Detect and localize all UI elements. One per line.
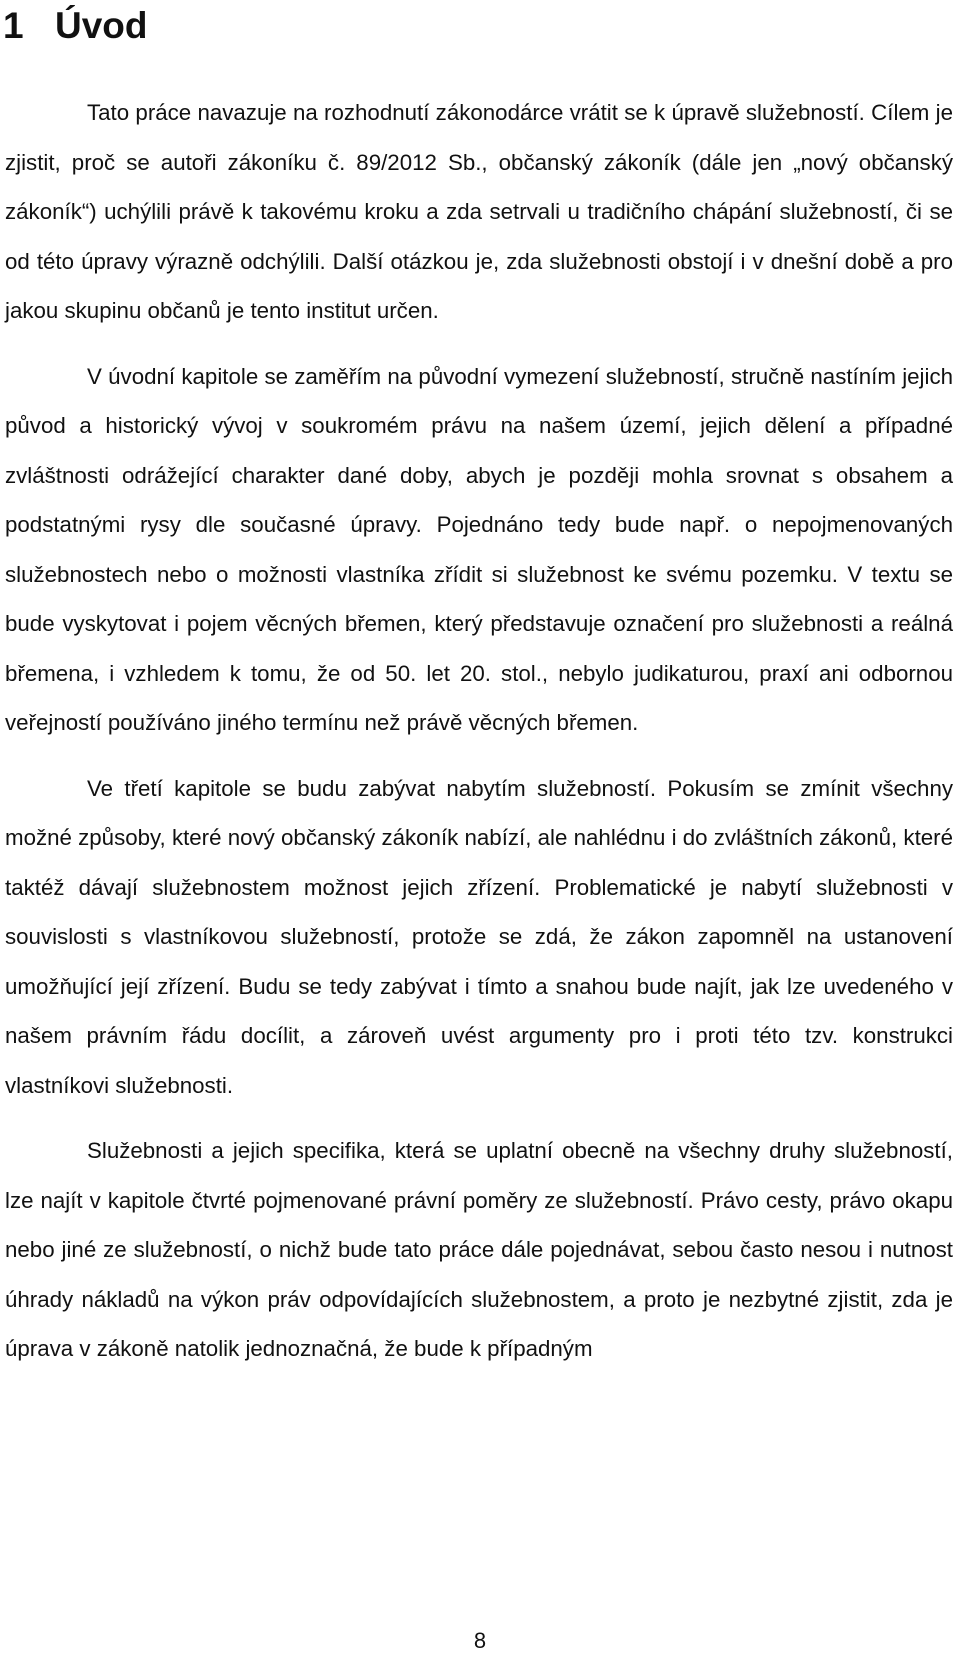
paragraph-third-chapter: Ve třetí kapitole se budu zabývat nabytím služebností. Pokusím se zmínit všechny možné způsoby, které nový občanský zákoník nabízí, ale nahlédnu i do zvláštních zákonů, které taktéž dávají služebnostem možnost jejich zřízení. Problematické je nabytí služebnosti v souvislosti s vlastníkovou služebností, protože se zdá, že zákon zapomněl na ustanovení umožňující její zřízení. Budu se tedy zabývat i tímto a snahou bude najít, jak lze uvedeného v našem právním řádu docílit, a zároveň uvést argumenty pro i proti této tzv. konstrukci vlastníkovi služebnosti. xyxy=(5,775,953,1098)
body-text xyxy=(5,88,953,1374)
paragraph-first-chapter: V úvodní kapitole se zaměřím na původní vymezení služebností, stručně nastíním jejich původ a historický vývoj v soukromém právu na našem území, jejich dělení a případné zvláštnosti odrážející charakter dané doby, abych je později mohla srovnat s obsahem a podstatnými rysy dle současné úpravy. Pojednáno tedy bude např. o nepojmenovaných služebnostech nebo o možnosti vlastníka zřídit si služebnost ke svému pozemku. V textu se bude vyskytovat i pojem věcných břemen, který představuje označení pro služebnosti a reálná břemena, i vzhledem k tomu, že od 50. let 20. stol., nebylo judikaturou, praxí ani odbornou veřejností používáno jiného termínu než právě věcných břemen. xyxy=(5,363,953,735)
chapter-title: Úvod xyxy=(55,5,148,46)
paragraph-fourth-chapter: Služebnosti a jejich specifika, která se uplatní obecně na všechny druhy služebností, lze najít v kapitole čtvrté pojmenované právní poměry ze služebností. Právo cesty, právo okapu nebo jiné ze služebností, o nichž bude tato práce dále pojednávat, sebou často nesou i nutnost úhrady nákladů na výkon práv odpovídajících služebnostem, a proto je nezbytné zjistit, zda je úprava v zákoně natolik jednoznačná, že bude k případným xyxy=(5,1138,953,1361)
chapter-number: 1 xyxy=(3,5,24,46)
paragraph-intro: Tato práce navazuje na rozhodnutí zákonodárce vrátit se k úpravě služebností. Cílem je zjistit, proč se autoři zákoníku č. 89/2012 Sb., občanský zákoník (dále jen „nový občanský zákoník“) uchýlili právě k takovému kroku a zda setrvali u tradičního chápání služebností, či se od této úpravy výrazně odchýlili. Další otázkou je, zda služebnosti obstojí i v dnešní době a pro jakou skupinu občanů je tento institut určen. xyxy=(5,100,953,323)
page-number: 8 xyxy=(473,1628,487,1653)
chapter-heading xyxy=(3,4,148,48)
